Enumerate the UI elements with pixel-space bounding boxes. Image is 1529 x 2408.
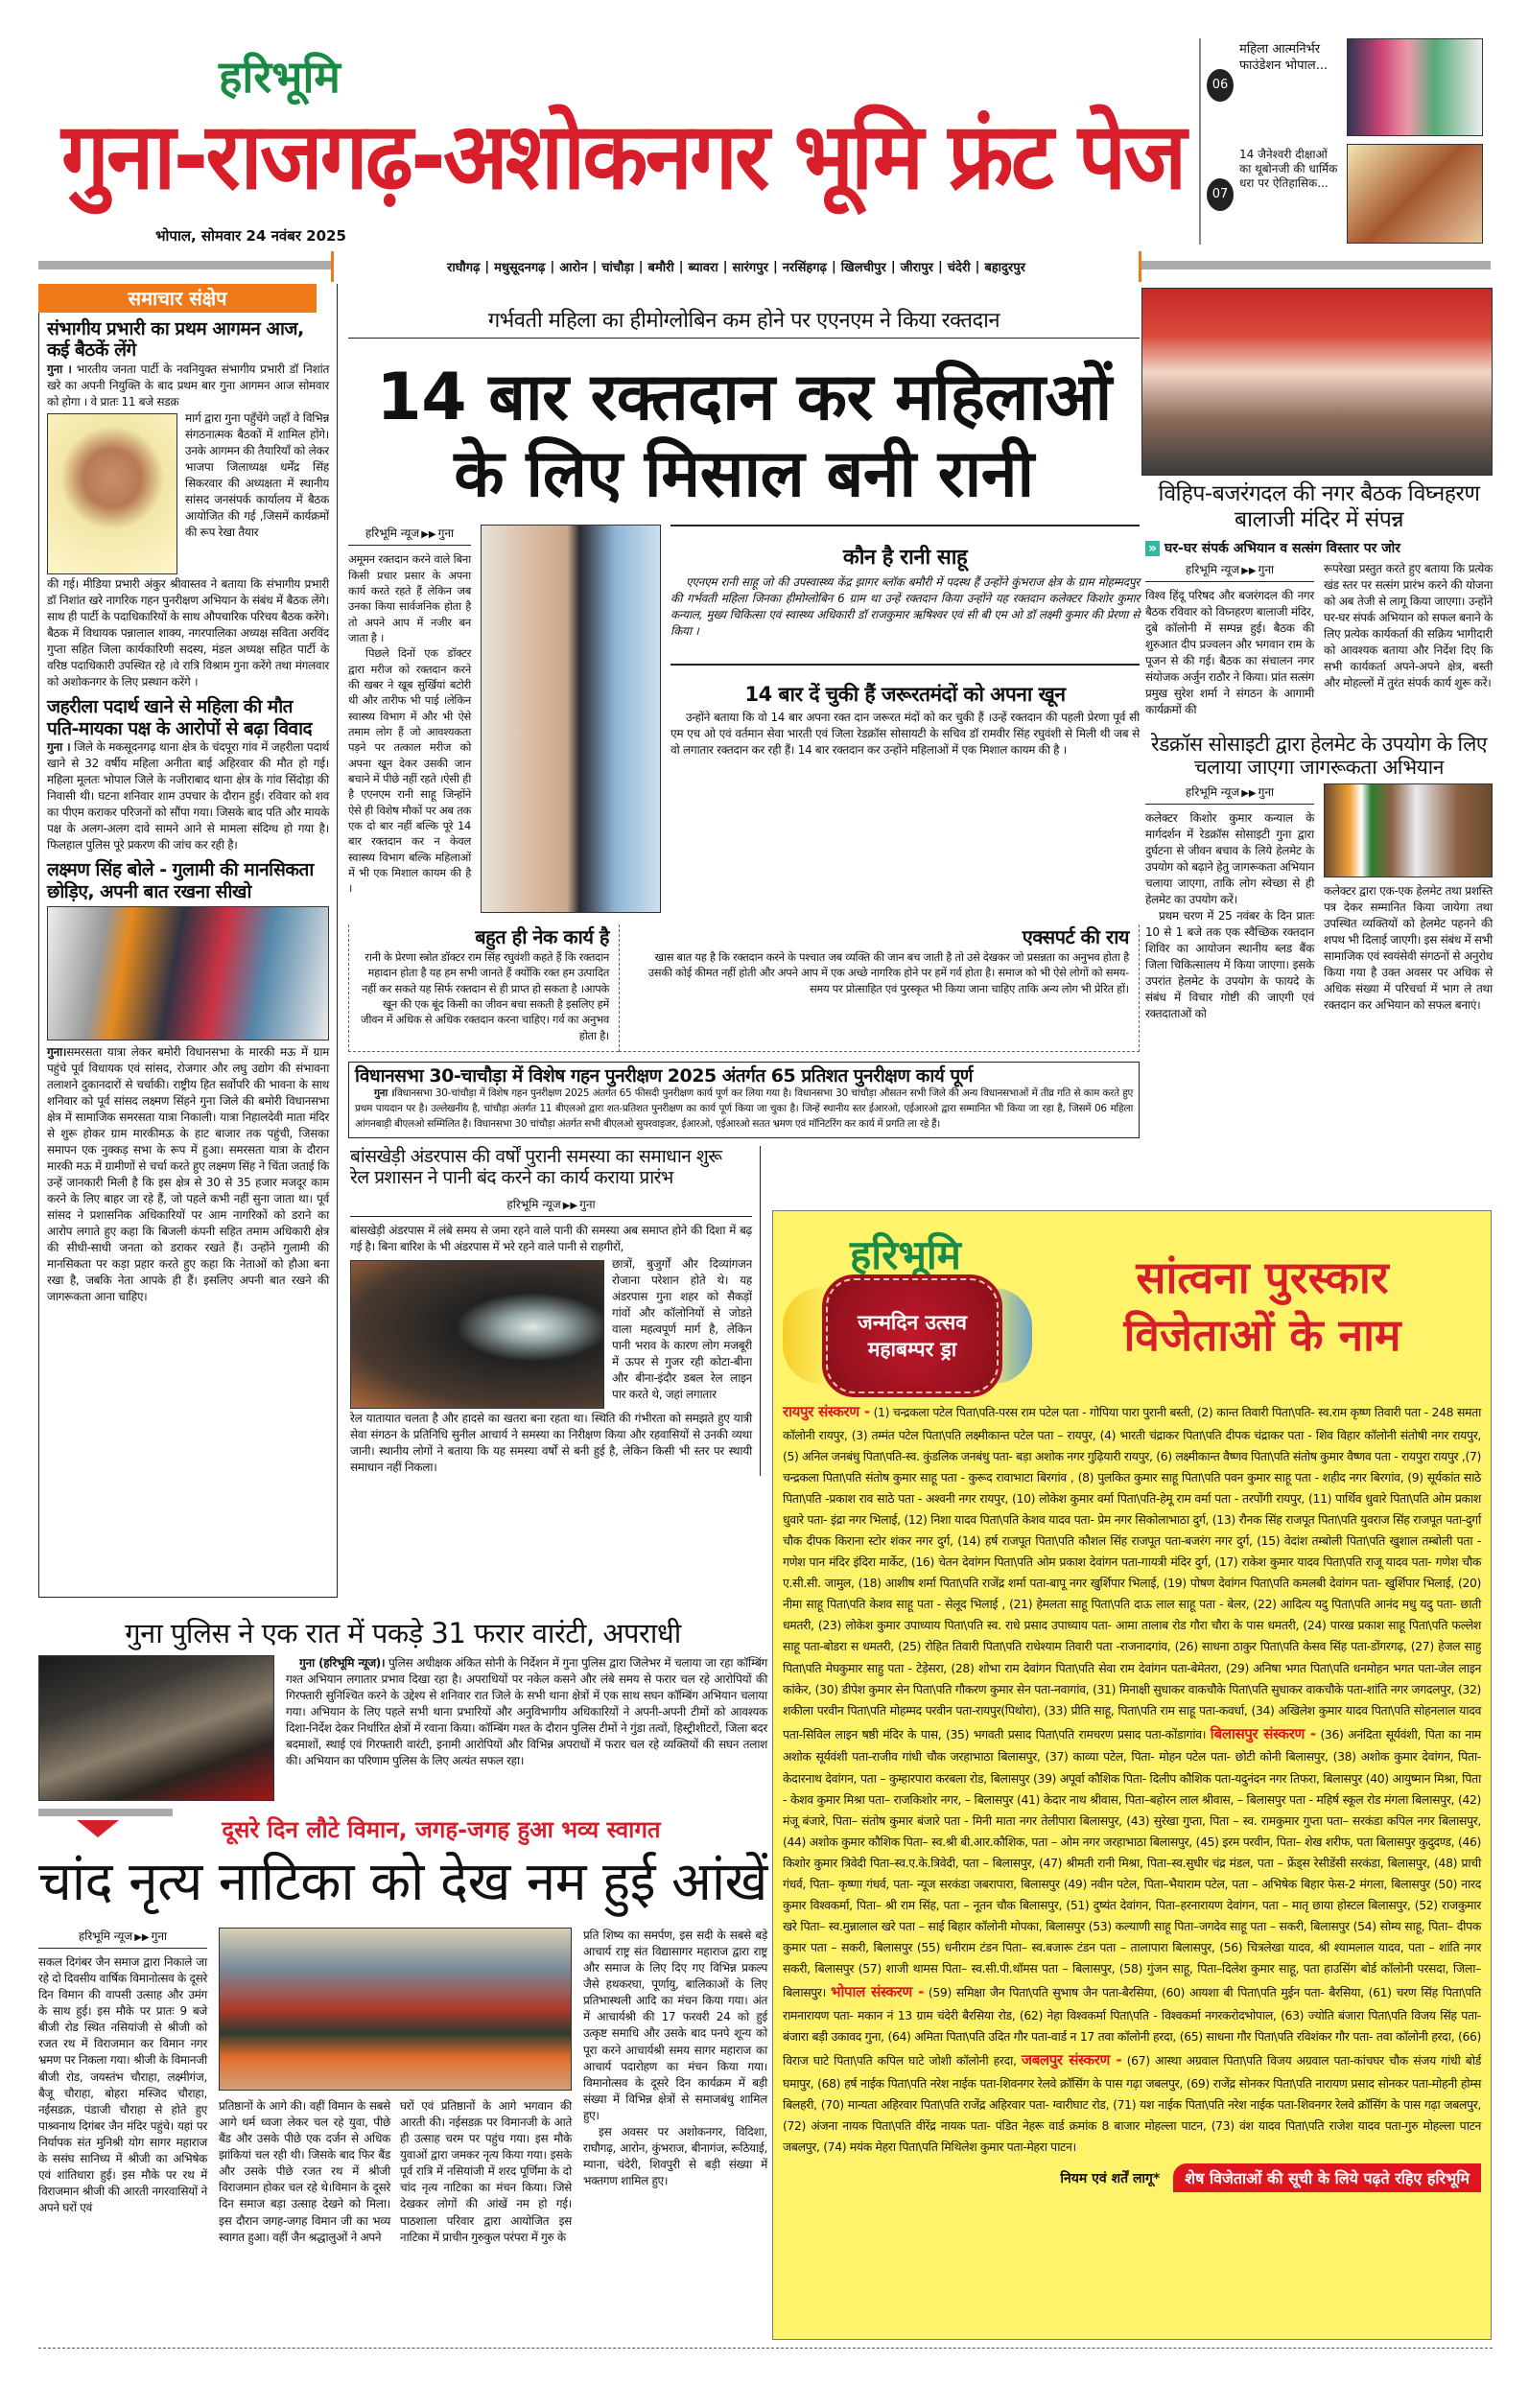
teaser-text: 14 जैनेश्वरी दीक्षाओं का थूबोनजी की धार्मिक धरा पर ऐतिहासिक... (1239, 148, 1338, 190)
body-text: इस अवसर पर अशोकनगर, विदिशा, राघौगढ़, आरोन, कुंभराज, बीनागंज, रूठियाई, म्याना, चंदेरी, शिवपुरी से बड़ी संख्या में भक्तगण शामिल हुए। (583, 2124, 767, 2187)
terms-note: नियम एवं शर्तें लागू* (1060, 2170, 1161, 2186)
winner-entries: (36) अनंदिता सूर्यवंशी, पिता का नाम अशोक सूर्यवंशी पता-राजीव गांधी चौक जरहाभाठा बिलासपुर, (37) काव्या पटेल, पिता- मोहन पटेल पता- छोटी कोनी बिलासपुर, (38) अशोक कुमार देवांगन, पिता- केदारनाथ देवांगन, पता – कुम्हारपारा करबला रोड, बिलासपुर (39) अपूर्वा कौशिक पिता- दिलीप कौशिक पता-यदुनंदन नगर तिफरा, बिलासपुर (40) आयुष्मान मिश्रा, पिता - केशव कुमार मिश्रा पता– राजकिशोर नगर, – बिलासपुर (41) केदार नाथ श्रीवास, पिता–बहोरन लाल श्रीवास, – बिलासपुर पता - महिर्ष स्कूल रोड मंगला बिलासपुर, (42) मंजू बंजारे, पिता– संतोष कुमार बंजारे पता - मिनी माता नगर तेलीपारा बिलासपुर, (43) सुरेखा गुप्ता, पिता – स्व. रामकुमार गुप्ता पता– सरकंडा कपिल नगर बिलासपुर, (44) अशोक कुमार कौशिक पिता– स्व.श्री बी.आर.कौशिक, पता – ओम नगर जरहाभाठा बिलासपुर, (45) इरम परवीन, पिता– शेख शरीफ, पता बिलासपुर कुदुदण्ड, (46) किशोर कुमार त्रिवेदी पिता–स्व.ए.के.त्रिवेदी, पता – बिलासपुर, (47) श्रीमती रानी मिश्रा, पिता–स्व.सुधीर चंद्र मंडल, पता – फ्रेंड्स रेसीडेंसी सरकंडा, बिलासपुर, (48) प्राची गंधर्व, पिता– कृष्णा गंधर्व, पता- न्यूज सरकंडा जबरापारा, बिलासपुर (49) नवीन पटेल, पिता–भैयाराम पटेल, पता – अभिषेक बिहार फेस-2 मंगला, बिलासपुर (50) नारद कुमार विश्वकर्मा, पिता– श्री राम सिंह, पता – नूतन चौक बिलासपुर, (51) दुष्यंत देवांगन, पिता–हरनारायण देवांगन, पता – मातृ छाया होस्टल बिलासपुर, (52) राजकुमार खरे पिता– स्व.मुन्नालाल खरे पता – साई बिहार कॉलोनी मोपका, बिलासपुर (53) कल्याणी साहू पिता–जगदेव साहू पता – सकरी, बिलासपुर (54) सोम्य साहू, पिता– दीपक कुमार पता – सकरी, बिलासपुर (55) धनीराम टंडन पिता– स्व.बजारू टंडन पता – तालापारा बिलासपुर, (56) चित्रलेखा यादव, श्री श्यामलाल यादव, पता – शांति नगर सकरी, बिलासपुर (57) शाजी थामस पिता– स्व.सी.पी.थॉमस पता – बिलासपुर, (58) गुंजन साहू, पिता–दिलेश कुमार साहू, पता हाउसिंग बोर्ड कॉलोनी परसदा, जिला–बिलासपुर। (783, 1726, 1481, 2000)
edition-label: रायपुर संस्करण - (783, 1403, 870, 1420)
nav-item-location[interactable]: सारंगपुर (732, 261, 768, 275)
nav-separator: | (678, 259, 684, 274)
sidebar-title: कौन है रानी साहू (842, 546, 968, 571)
story-headline: विहिप-बजरंगदल की नगर बैठक विघ्नहरण बालाजी मंदिर में संपन्न (1158, 481, 1480, 533)
body-text: प्रतिष्ठानों के आगे की। वहीं विमान के सबसे आगे धर्म ध्वजा लेकर चल रहे युवा, पीछे बैंड और उसके पीछे एक दर्जन से अधिक झांकियां चल रही थी। जिसके बाद फिर बैंड और उसके पीछे रजत रथ में श्रीजी विराजमान होकर चल रहे थे।विमान के दूसरे दिन समाज बड़ा उत्साह देखने को मिला। इस दौरान जगह-जगह विमान जी का भव्य स्वागत हुआ। वहीं जैन श्रद्धालुओं ने अपने (219, 2099, 390, 2244)
teaser-text: महिला आत्मनिर्भर फाउंडेशन भोपाल... (1239, 42, 1329, 73)
nav-separator: | (937, 259, 943, 274)
nav-item-location[interactable]: खिलचीपुर (840, 261, 886, 275)
meeting-photo (1141, 288, 1493, 476)
nav-separator: | (722, 259, 728, 274)
sidebar-title: 14 बार दें चुकी हैं जरूरतमंदों को अपना खून (744, 682, 1066, 706)
nav-separator: | (772, 259, 778, 274)
winner-entries: (1) चन्द्रकला पटेल पिता\पति-परस राम पटेल पता - गोपिया पारा पुरानी बस्ती, (2) कान्त तिवारी पिता\पति- स्व.राम कृष्ण तिवारी पता - 248 समता कॉलोनी रायपुर, (3) तम्मंत पटेल पिता\पति लक्ष्मीकान्त पटेल पता – रायपुर, (4) भारती चंद्राकर पिता\पति दीपक चंद्राकर पता - शिव विहार कॉलोनी संतोषी नगर रायपुर, (5) अनिल जनबंधु पिता\पति-स्व. कुंडलिक जनबंधु पता- बड़ा अशोक नगर गुढ़ियारी रायपुर, (6) लक्ष्मीकान्त वैष्णव पिता\पति संतोष कुमार वैष्णव पता - रायपुरा रायपुर ,(7) चन्द्रकला पिता\पति संतोष कुमार साहू पता - कुरूद रावाभाटा बिरगांव , (8) पुलकित कुमार साहू पिता\पति पवन कुमार साहू पता - शहीद नगर बिरगांव, (9) सूर्यकांत साठे पिता\पति -प्रकाश राव साठे पता - अश्वनी नगर रायपुर, (10) लोकेश कुमार वर्मा पिता\पति-हेमू राम वर्मा पता - तरपोंगी रायपुर, (11) पार्थिव धुवारे पिता\पति ओम प्रकाश धुवारे पता- इंद्रा नगर भिलाई, (12) निशा यादव पिता\पति केशव यादव पता- प्रेम नगर सिकोलाभाठा दुर्ग, (13) रौनक सिंह राजपूत पिता\पति युवराज सिंह राजपूत पता-दुर्गा चौक दीपक किराना स्टोर शंकर नगर दुर्ग, (14) हर्ष राजपूत पिता\पति कौशल सिंह राजपूत पता-बजरंग नगर दुर्ग, (15) वेदांश तम्बोली पिता\पति खुशाल तम्बोली पता - गणेश पान मंदिर इंदिरा मार्केट, (16) चेतन देवांगन पिता\पति ओम प्रकाश देवांगन पता-गायत्री मंदिर दुर्ग, (17) राकेश कुमार यादव पिता\पति राजू यादव पता- गणेश चौक ए.सी.सी. जामुल, (18) आशीष शर्मा पिता\पति राजेंद्र शर्मा पता-बापू नगर खुर्शिपार भिलाई, (19) पोषण देवांगन पिता\पति कमलबी देवांगन पता- खुर्शिपार भिलाई, (20) नीमा साहू पिता\पति केशव साहू पता - सेलूद भिलाई , (21) हेमलता साहू पिता\पति दाऊ लाल साहू पता - बेलर, (22) आदित्य यदु पिता\पति आनंद मधु यदु पता- छाती धमतरी, (23) लोकेश कुमार उपाध्याय पिता\पति स्व. राधे प्रसाद उपाध्याय पता- आमा तालाब रोड गौरा चौरा के पास धमतरी, (24) पारख प्रकाश साहू पिता\पति फल्लेश साहू पता-बोडरा स धमतरी, (25) रोहित तिवारी पिता\पति राधेश्याम तिवारी पता -राजनादगांव, (26) साधना ठाकुर पिता\पति केसव सिंह पता-डोंगरगढ़, (27) हेजल साहु पिता\पति मेघकुमार साहु पता - टेड़ेसरा, (28) शोभा राम देवांगन पिता\पति सेवा राम देवांगन पता-बेमेतरा, (29) अनिषा भगत पिता\पति धनमोहन भगत पता-जेल लाइन कांकेर, (30) डीपेश कुमार सेन पिता\पति गौकरण कुमार सेन पता-नवागांव, (31) मिनाक्षी सुधाकर वाकचौके पिता\पति सुधाकर वाकचौके पता-शांति नगर जगदलपुर, (32) शकीला परवीन पिता\पति मोहम्मद परवीन पता-रायपुर(पिथोरा), (33) प्रीति साहू, पिता\पति राम साहू पता-कवर्धा, (34) अखिलेश कुमार यादव पिता\पति सोहनलाल यादव पता-सिविल लाइन षष्ठी मंदिर के पास, (35) भगवती प्रसाद पिता\पति रामचरण प्रसाद पता-कोंडागांव। (783, 1405, 1481, 1742)
body-text: घरों एवं प्रतिष्ठानों के आगे भगवान की आरती की। नईसडक़ पर विमानजी के आते ही उत्साह चरम पर पहुंच गया। इस मौके युवाओं द्वारा जमकर नृत्य किया गया। इसके पूर्व रात्रि में नसियांजी में शरद पूर्णिमा के दो चांद नृत्य नाटिका का मंचन किया। जिसे देखकर लोगों की आंखें नम हो गई। पाठशाला परिवार द्वारा आयोजित इस नाटिका में प्राचीन गुरुकुल परंपरा में गुरु के (400, 2099, 572, 2244)
body-text: खास बात यह है कि रक्तदान करने के पश्चात जब व्यक्ति की जान बच जाती है तो उसे देखकर जो प्रसन्नता का अनुभव होता है उसकी कोई कीमत नहीं होती और अपने आप में एक अच्छे नागरिक होने पर हमें गर्व होता है। समाज को भी ऐसे लोगों को समय-समय पर प्रोत्साहित एवं पुरस्कृत भी किया जाना चाहिए ताकि अन्य लोग भी प्रेरित हों। (647, 950, 1129, 995)
quote-box-noble-work (348, 924, 619, 1052)
byline: हरिभूमि न्यूज ▶▶ गुना (1145, 561, 1314, 582)
body-text: रूपरेखा प्रस्तुत करते हुए बताया कि प्रत्येक खंड स्तर पर सत्संग प्रारंभ करने की योजना को अब तेजी से लागू किया जाएगा। उन्होंने घर-घर संपर्क अभियान को सफल बनाने के लिए प्रत्येक कार्यकर्ता की सक्रिय भागीदारी को आवश्यक बताया और निर्देश दिए कि सभी कार्यकर्ता अपने-अपने क्षेत्र, बस्ती और मोहल्लों में तुरंत संपर्क कार्य शुरू करें। (1324, 562, 1493, 690)
teaser-divider (1199, 38, 1201, 245)
nav-item-location[interactable]: राघौगढ़ (447, 261, 481, 275)
story-headline: विधानसभा 30-चाचौड़ा में विशेष गहन पुनरीक्षण 2025 अंतर्गत 65 प्रतिशत पुनरीक्षण कार्य पूर्ण (355, 1064, 973, 1087)
body-text: गुना (हरिभूमि न्यूज)। पुलिस अधीक्षक अंकित सोनी के निर्देशन में गुना पुलिस द्वारा जिलेभर में चलाया जा रहा कॉम्बिंग गश्त अभियान लगातार प्रभाव दिखा रहा है। अपराधियों पर नकेल कसने और लंबे समय से फरार चल रहे आरोपियों की गिरफ्तारी सुनिश्चित करने के उद्देश्य से शनिवार रात जिले के सभी थाना क्षेत्रों में एक साथ सघन कॉम्बिंग अभियान चलाया गया। अभियान के लिए पहले सभी थाना प्रभारियों और अनुविभागीय अधिकारियों ने अपनी-अपनी टीमों को आवश्यक दिशा-निर्देश देकर निर्धारित क्षेत्रों में रवाना किया। कॉम्बिंग गश्त के दौरान पुलिस टीमों ने गुंडा तत्वों, हिस्ट्रीशीटरों, जिला बदर बदमाशों, स्थाई एवं गिरफ्तारी वारंटी, इनामी आरोपियों और विभिन्न अपराधों में फरार चल रहे व्यक्तियों की सघन तलाश की। अभियान का परिणाम पुलिस के लिए अत्यंत सफल रहा। (286, 1656, 768, 1768)
contest-footer (783, 2163, 1481, 2192)
byline: हरिभूमि न्यूज ▶▶ गुना (38, 1928, 207, 1949)
body-text: अमूमन रक्तदान करने वाले बिना किसी प्रचार प्रसार के अपना कार्य करते रहते हैं लेकिन जब उनका किया सार्वजनिक होता है तो अपने आप में नजीर बन जाता है । (348, 552, 471, 645)
brief-body (47, 362, 329, 410)
contest-title: सांत्वना पुरस्कार विजेताओं के नाम (1123, 1251, 1401, 1361)
lead-kicker: गर्भवती महिला का हीमोग्लोबिन कम होने पर एएनएम ने किया रक्तदान (487, 309, 1000, 333)
fast-forward-icon: ▶▶ (1241, 566, 1257, 577)
story-kicker: दूसरे दिन लौटे विमान, जगह-जगह हुआ भव्य स्वागत (222, 1816, 661, 1844)
edition-label: बिलासपुर संस्करण - (1210, 1724, 1316, 1742)
police-photo (38, 1655, 274, 1801)
nav-item-location[interactable]: बहादुरपुर (984, 261, 1025, 275)
double-chevron-icon: » (1145, 541, 1160, 556)
body-text: मार्ग द्वारा गुना पहुँचेंगे जहाँ वे विभिन्न संगठनात्मक बैठकों में शामिल होंगे। उनके आगमन की तैयारियाँ को लेकर भाजपा जिलाध्यक्ष धर्मेंद्र सिंह सिकरवार की अध्यक्षता में स्थानीय सांसद जनसंपर्क कार्यालय में बैठक आयोजित की गई ,जिसमें कार्यक्रमों की रूप रेखा तैयार (185, 410, 329, 540)
body-text: रानी के प्रेरणा स्त्रोत डॉक्टर राम सिंह रघुवंशी कहते हैं कि रक्तदान महादान होता है यह हम सभी जानते हैं क्योंकि रक्त हम उत्पादित नहीं कर सकते यह सिर्फ रक्तदान से ही प्राप्त हो सकता है ।आपके खून की एक बूंद किसी का जीवन बचा सकती है इसलिए हमें जीवन में अधिक से अधिक रक्तदान करना चाहिए। गर्व का अनुभव होता है। (360, 950, 609, 1042)
news-brief-section (38, 284, 338, 1598)
brief-body (47, 739, 329, 853)
nav-item-location[interactable]: जीरापुर (900, 261, 933, 275)
section-header: समाचार संक्षेप (38, 284, 317, 313)
body-text: प्रथम चरण में 25 नवंबर के दिन प्रातः 10 से 1 बजे तक एक स्वैच्छिक रक्तदान शिविर का आयोजन स्थानीय ब्लड बैंक जिला चिकित्सालय में किया जाएगा। इसके उपरांत हेलमेट के उपयोग के फायदे के संबंध में विचार गोष्टी की जाएगी एवं रक्तदाताओं को (1145, 909, 1314, 1021)
contest-logo: हरिभूमि (850, 1231, 961, 1278)
divider (670, 664, 1140, 666)
byline: हरिभूमि न्यूज ▶▶ गुना (350, 1196, 752, 1217)
collector-photo (1324, 783, 1493, 877)
winners-list (783, 1399, 1481, 2158)
body-text: की गई। मीडिया प्रभारी अंकुर श्रीवास्तव ने बताया कि संभागीय प्रभारी डॉ निशांत खरे नागरिक गहन पुनरीक्षण अभियान के संबंध में बैठक लेंगे। साथ ही पार्टी के पदाधिकारियों के साथ औपचारिक परिचय बैठक करेंगे। बैठक में विधायक पन्नालाल शाक्य, नगरपालिका अध्यक्ष सविता अरविंद गुप्ता सहित जिला कार्यकारिणी सदस्य, मंडल अध्यक्ष सहित पार्टी के वरिष्ठ पदाधिकारी उपस्थित रहे ।वे रात्रि विश्राम गुना करेंगे तथा मंगलवार को अशोकनगर के लिए प्रस्थान करेंगे । (47, 576, 329, 690)
story-headline: चांद नृत्य नाटिका को देख नम हुई आंखें (38, 1851, 767, 1914)
dateline: गुना। (47, 1044, 67, 1059)
body-text: विश्व हिंदू परिषद और बजरंगदल की नगर बैठक रविवार को विघ्नहरण बालाजी मंदिर, दुबे कॉलोनी में सम्पन्न हुई। बैठक की शुरुआत दीप प्रज्वलन और भगवान राम के पूजन से की गई। बैठक का संचालन नगर संयोजक अर्जुन राठौर ने किया। प्रांत सत्संग प्रमुख सुरेश शर्मा ने संगठन के आगामी कार्यक्रमों की (1145, 589, 1314, 717)
nav-separator: | (975, 259, 980, 274)
brief-headline: लक्ष्मण सिंह बोले - गुलामी की मानसिकता छोड़िए, अपनी बात रखना सीखो (47, 859, 314, 902)
body-text: रेल यातायात चलता है और हादसे का खतरा बना रहता था। स्थिति की गंभीरता को समझते हुए यात्री सेवा संगठन के प्रतिनिधि सुनील आचार्य ने समस्या का निरीक्षण किया और रहवासियों से उनकी व्यथा जानी। स्थानीय लोगों ने बताया कि यह समस्या वर्षों से बनी हुई है, लेकिन किसी भी स्तर पर स्थायी समाधान नहीं निकला। (350, 1411, 752, 1474)
body-text: कलेक्टर द्वारा एक-एक हेलमेट तथा प्रशस्ति पत्र देकर सम्मानित किया जायेगा तथा उपस्थित व्यक्तियों को हेलमेट पहनने की शपथ भी दिलाई जाएगी। इस संबंध में सभी सामाजिक एवं स्वयंसेवी संगठनों से अनुरोध किया गया है उक्त अवसर पर अधिक से अधिक संख्या में परिचर्चा में भाग ले तथा रक्तदान कर अभियान को सफल बनाएं। (1324, 884, 1493, 1013)
winner-entries: (67) आस्था अग्रवाल पिता\पति विजय अग्रवाल पता-कांचघर चौक संजय गांधी बोर्ड घमापुर, (68) हर्ष नाईक पिता\पति नरेश नाईक पता-शिवनगर रेलवे क्रॉसिंग के पास गढ़ा जबलपुर, (69) राजेंद्र सोनकर पिता\पति नारायण प्रसाद सोनकर पता-मोहनी होम्स बिलहरी, (70) मान्यता अहिरवार पिता\पति राजेंद्र अहिरवार पता- ग्वारीघाट रोड, (71) यश नाईक पिता\पति नरेश नाईक पता-शिवनगर रेलवे क्रॉसिंग के पास गढ़ा जबलपुर, (72) अंजना नायक पिता\पति वीरेंद्र नायक पता- पंडित नेहरू वार्ड क्रमांक 8 बाजार मोहल्ला पाटन, (73) वंश यादव पिता\पति राजेश यादव पता-गुरु मोहल्ला पाटन जबलपुर, (74) मयंक मेहरा पिता\पति मिथिलेश कुमार पता-मेहरा पाटन। (783, 2053, 1481, 2155)
body-text: भारतीय जनता पार्टी के नवनियुक्त संभागीय प्रभारी डॉ निशांत खरे का अपनी नियुक्ति के बाद प्रथम बार गुना आगमन आज सोमवार को होगा । वे प्रातः 11 बजे सडक़ (47, 362, 329, 409)
nav-item-location[interactable]: चंदेरी (947, 261, 971, 275)
nav-separator: | (890, 259, 896, 274)
byline: हरिभूमि न्यूज ▶▶ गुना (348, 525, 471, 546)
chevron-down-icon (77, 1820, 119, 1837)
body-text: बांसखेड़ी अंडरपास में लंबे समय से जमा रहने वाले पानी की समस्या अब समाप्त होने की दिशा में बढ़ गई है। बिना बारिश के भी अंडरपास में भरे रहने वाले पानी से राहगीरों, (350, 1224, 752, 1254)
divider (670, 525, 1140, 526)
body-text: प्रति शिष्य का समर्पण, इस सदी के सबसे बड़े आचार्य राष्ट्र संत विद्यासागर महाराज द्वारा राष्ट्र और समाज के लिए दिए गए विभिन्न प्रकल्प जैसे हथकरघा, पूर्णायु, बालिकाओं के लिए प्रतिभास्थली आदि का मंचन किया गया। अंत में आचार्यश्री की 17 फरवरी 24 को हुई उत्कृष्ट समाधि और उसके बाद पनपे शून्य को पूरा करने आचार्यश्री समय सागर महाराज का आचार्य पदारोहण का मंचन किया गया। विमानोत्सव के दूसरे दिन कार्यक्रम में बड़ी संख्या में विभिन्न क्षेत्रों से समाजबंधु शामिल हुए। (583, 1929, 767, 2122)
teaser-photo (1347, 144, 1483, 244)
page-title: गुना-राजगढ़-अशोकनगर भूमि फ्रंट पेज (61, 103, 1185, 210)
brief-body (47, 1044, 329, 1306)
body-text: पिछले दिनों एक डॉक्टर द्वारा मरीज को रक्तदान करने की खबर ने खूब सुर्खियां बटोरी थी और तारीफ भी पाई ।लेकिन स्वास्थ्य विभाग में और भी ऐसे तमाम लोग हैं जो आवश्यकता पड़ने पर तत्काल मरीज को अपना खून देकर उसकी जान बचाने में पीछे नहीं रहते ।ऐसी ही है एएनएम रानी साहू जिन्होंने ऐसे ही विशेष मौकों पर अब तक एक दो बार नहीं बल्कि पूरे 14 बार रक्तदान कर न केवल स्वास्थ्य विभाग बल्कि महिलाओं में भी एक मिशाल कायम की है । (348, 646, 471, 896)
market-photo (47, 906, 329, 1040)
dateline: गुना । (47, 362, 72, 376)
section-rule (38, 1809, 173, 1816)
body-text: उन्होंने बताया कि वो 14 बार अपना रक्त दान जरूरत मंदों को कर चुकी हैं ।उन्हें रक्तदान की पहली प्रेरणा पूर्व सी एम एच ओ एवं वर्तमान सेवा भारती एवं जिला रेडक्रॉस सोसायटी के सचिव डॉ रामवीर सिंह रघुवंशी से मिली थी जब से वो लगातार रक्तदान कर रही हैं। 14 बार रक्तदान कर उन्होंने महिलाओं में एक मिशाल कायम की है । (670, 711, 1140, 758)
quote-box-expert-opinion (619, 924, 1140, 1052)
edition-label: भोपाल संस्करण - (830, 1983, 924, 2001)
winner-entries: (59) समिक्षा जैन पिता\पति सुभाष जैन पता-बैरसिया, (60) आयशा बी पिता\पति मुईन पता- बैरसिया, (61) चरण सिंह पिता\पति रामनारायण पता- मकान नं 13 ग्राम चंदेरी बैरसिया रोड, (62) नेहा विश्वकर्मा पिता\पति - विश्वकर्मा नगरकरोदभोपाल, (63) ज्योति बंजारा पिता\पति विजय सिंह पता-बंजारा बड़ी उकावद गुना, (64) अमिता पिता\पति उदित गौर पता-वार्ड न 17 तवा कॉलोनी हरदा, (65) साधना गौर पिता\पति रविशंकर गौर पता- तवा कॉलोनी हरदा, (66) विराज घाटे पिता\पति कपिल घाटे जोशी कॉलोनी हरदा, (783, 1985, 1482, 2069)
story-headline: गुना पुलिस ने एक रात में पकड़े 31 फरार वारंटी, अपराधी (125, 1617, 681, 1649)
teaser-page-07[interactable] (1205, 144, 1493, 249)
person-photo (47, 413, 177, 574)
nav-item-location[interactable]: आरोन (559, 261, 588, 275)
nav-separator: | (550, 259, 555, 274)
body-text: जिले के मकसूदनगढ़ थाना क्षेत्र के चंदपूरा गांव में जहरीला पदार्थ खाने से 32 वर्षीय महिला अनीता बाई अहिरवार की मौत हो गई। महिला मूलतः भोपाल जिले के नजीराबाद थाना क्षेत्र के गांव सिंदोड़ा की निवासी थी। घटना शनिवार शाम उपचार के दौरान हुई। रविवार को शव का पीएम कराकर परिजनों को सौंपा गया। जिसके बाद पति और मायके पक्ष के अलग-अलग दावे सामने आने से मामला संदिग्ध हो गया है। फिलहाल पुलिस पूरे प्रकरण की जांच कर रही है। (47, 739, 329, 853)
page-number-badge: 06 (1207, 69, 1234, 102)
fast-forward-icon: ▶▶ (562, 1201, 578, 1212)
body-text: समरसता यात्रा लेकर बमोरी विधानसभा के मारकी मऊ में ग्राम पहुंचे पूर्व विधायक एवं सांसद, रोजगार और लघु उद्योग की संभावना तलाशने दुकानदारों से चर्चाकी। राष्ट्रीय हित सर्वोपरि की भावना के साथ शनिवार को पूर्व सांसद लक्ष्मण सिंहने गुना जिले की बमोरी विधानसभा क्षेत्र में सामाजिक समरसता यात्रा निकाली। यात्रा निहालदेवी माता मंदिर से शुरू होकर ग्राम मारकीमऊ के हाट बाजार तक पहुंची, जिसका समापन एक नुक्कड़ सभा के रूप में हुआ। समरसता यात्रा के दौरान मारकी मऊ में ग्रामीणों से चर्चा करते हुए लक्ष्मण सिंह ने चिंता जताई कि उन्हें जानकारी मिली है कि इस क्षेत्र से 30 से 35 हजार मजदूर काम करने के लिए बाहर जा रहे हैं, जो पहले कभी नहीं सुना जाता था। पूर्व सांसद ने प्रशासनिक अधिकारियों पर आम नागरिकों को डराने का आरोप लगाते हुए कहा कि बिजली कंपनी सहित तमाम अधिकारी क्षेत्र की सीधी-साधी जनता को डराकर रखते हैं। उन्होंने गुलामी की मानसिकता पर कड़ा प्रहार करते हुए कहा कि नेताओं को हौआ बना रखा है, जबकि नेता आपके ही हैं। इसलिए अपनी बात रखने की जागरूकता आना चाहिए। (47, 1044, 329, 1304)
teaser-photo (1347, 38, 1483, 136)
body-text: एएनएम रानी साहू जो की उपस्वास्थ्य केंद्र झागर ब्लॉक बमौरी में पदस्थ हैं उन्होंने कुंभराज क्षेत्र के ग्राम मोहम्मदपुर की गर्भवती महिला जिनका हीमोग्लोबिन 6 ग्राम था उन्हें रक्तदान किया उन्होंने यह रक्तदान कलेक्टर किशोर कुमार कन्याल, मुख्य चिकित्सा एवं स्वास्थ्य अधिकारी डॉ राजकुमार ऋषिश्वर एवं सी बी एम ओ डॉ लक्ष्मी कुमार की प्रेरणा से किया । (670, 575, 1140, 639)
dateline: गुना । (47, 739, 71, 754)
blood-donation-photo (481, 525, 661, 913)
story-headline: बांसखेड़ी अंडरपास की वर्षों पुरानी समस्या का समाधान शुरू रेल प्रशासन ने पानी बंद करने का कार्य कराया प्रारंभ (350, 1145, 722, 1189)
nav-separator: | (831, 259, 836, 274)
fast-forward-icon: ▶▶ (134, 1932, 150, 1944)
nav-item-location[interactable]: नरसिंहगढ़ (782, 261, 827, 275)
story-subhead: » घर-घर संपर्क अभियान व सत्संग विस्तार पर जोर (1145, 539, 1493, 557)
body-text: कलेक्टर किशोर कुमार कन्याल के मार्गदर्शन में रेडक्रॉस सोसाइटी गुना द्वारा दुर्घटना से जीवन बचाव के लिये हेलमेट के उपयोग को बढ़ाने हेतु जागरूकता अभियान चलाया जाएगा, ताकि लोग स्वेच्छा से ही हेलमेट का उपयोग करें। (1145, 811, 1314, 907)
fast-forward-icon: ▶▶ (1241, 788, 1257, 800)
procession-photo (219, 1928, 572, 2091)
fast-forward-icon: ▶▶ (421, 529, 436, 541)
body-text: गुना ।विधानसभा 30-चांचौड़ा में विशेष गहन पुनरीक्षण 2025 अंतर्गत 65 फीसदी पुनरीक्षण कार्य पूर्ण कर लिया गया है। विधानसभा 30 चांचौड़ा औसतन सभी जिले की अन्य विधानसभाओं में तीव्र गति से काम करते हुए प्रथम पायदान पर है। उल्लेखनीय है, चांचौड़ा अंतर्गत 11 बीएलओ द्वारा शत-प्रतिशत पुनरीक्षण का कार्य पूर्ण किया जा चुका है। जिन्हें स्थानीय स्तर ईआरओ, एईआरओ द्वारा सम्मानित भी किया जा रहा है, जिसमें 06 महिला आंगनबाड़ी बीएलओ सम्मिलित है। विधानसभा 30 चांचौड़ा अंतर्गत सभी बीएलओ सुपरवाइजर, ईआरओ, एईआरओ सतत भ्रमण एवं मॉनिटरिंग कर कार्य में प्रगति ला रहे हैं। (355, 1087, 1133, 1130)
masthead-logo: हरिभूमि (219, 51, 341, 103)
nav-item-location[interactable]: ब्यावरा (688, 261, 718, 275)
story-headline: रेडक्रॉस सोसाइटी द्वारा हेलमेट के उपयोग के लिए चलाया जाएगा जागरूकता अभियान (1151, 732, 1487, 780)
page-number-badge: 07 (1207, 178, 1234, 211)
nav-item-location[interactable]: बमौरी (647, 261, 674, 275)
nav-separator: | (592, 259, 598, 274)
body-text: छात्रों, बुजुर्गों और दिव्यांगजन रोजाना परेशान होते थे। यह अंडरपास गुना शहर को सैकड़ों गांवों और कॉलोनियों से जोडऩे वाला महत्वपूर्ण मार्ग है, लेकिन पानी भराव के कारण लोग मजबूरी में ऊपर से गुजर रही कोटा-बीना और बीना-इंदौर डबल रेल लाइन पार करते थे, जहां लगातार (612, 1256, 752, 1401)
underpass-story (348, 1146, 761, 1476)
teaser-page-06[interactable] (1205, 38, 1493, 139)
body-text: सकल दिगंबर जैन समाज द्वारा निकाले जा रहे दो दिवसीय वार्षिक विमानोत्सव के दूसरे दिन विमान की वापसी उत्साह और उमंग के साथ हुई। इस मौके पर प्रातः 9 बजे बीजी रोड स्थित नसियांजी से श्रीजी को रजत रथ में विराजमान कर विमान नगर भ्रमण पर निकला गया। श्रीजी के विमानजी बीजी रोड, जयस्तंभ चौराहा, लक्ष्मीगंज, बैजू चौराहा, बोहरा मस्जिद चौराहा, नईसडक़, पंडाजी चौराहा से होते हुए पाश्र्वनाथ दिगंबर जैन मंदिर पहुंचे। यहां पर निर्यापक संत मुनिश्री योग सागर महाराज के ससंघ सानिध्य में श्रीजी का अभिषेक एवं शांतिधारा हुई। इस मौके पर रथ में विराजमान श्रीजी की आरती नगरवासियों ने अपने घरों एवं (38, 1955, 207, 2214)
revision-story-box (348, 1062, 1140, 1138)
box-title: एक्सपर्ट की राय (1022, 925, 1129, 949)
brief-headline: संभागीय प्रभारी का प्रथम आगमन आज, कई बैठकें लेंगे (47, 318, 304, 362)
underpass-photo (350, 1260, 604, 1409)
brief-headline: जहरीला पदार्थ खाने से महिला की मौत पति-मायका पक्ष के आरोपों से बढ़ा विवाद (47, 696, 313, 739)
lead-headline (348, 360, 1140, 513)
nav-item-location[interactable]: चांचौड़ा (601, 261, 634, 275)
lead-headline-line: 14 बार रक्तदान कर महिलाओं (376, 359, 1112, 435)
location-nav (331, 251, 1141, 282)
contest-winners-box (772, 1210, 1492, 2340)
byline: हरिभूमि न्यूज ▶▶ गुना (1145, 783, 1314, 805)
edition-label: जबलपुर संस्करण - (1021, 2051, 1122, 2069)
nav-item-location[interactable]: मधुसूदनगढ़ (494, 261, 546, 275)
lead-headline-line: के लिए मिसाल बनी रानी (454, 436, 1034, 513)
contest-badge: जन्मदिन उत्सव महाबम्पर ड्रा (826, 1278, 999, 1393)
read-more-banner: शेष विजेताओं की सूची के लिये पढ़ते रहिए हरिभूमि (1173, 2163, 1481, 2192)
page-bottom-rule (38, 2348, 1493, 2349)
box-title: बहुत ही नेक कार्य है (475, 925, 609, 949)
dateline: भोपाल, सोमवार 24 नवंबर 2025 (155, 227, 346, 245)
nav-separator: | (484, 259, 490, 274)
nav-separator: | (638, 259, 644, 274)
